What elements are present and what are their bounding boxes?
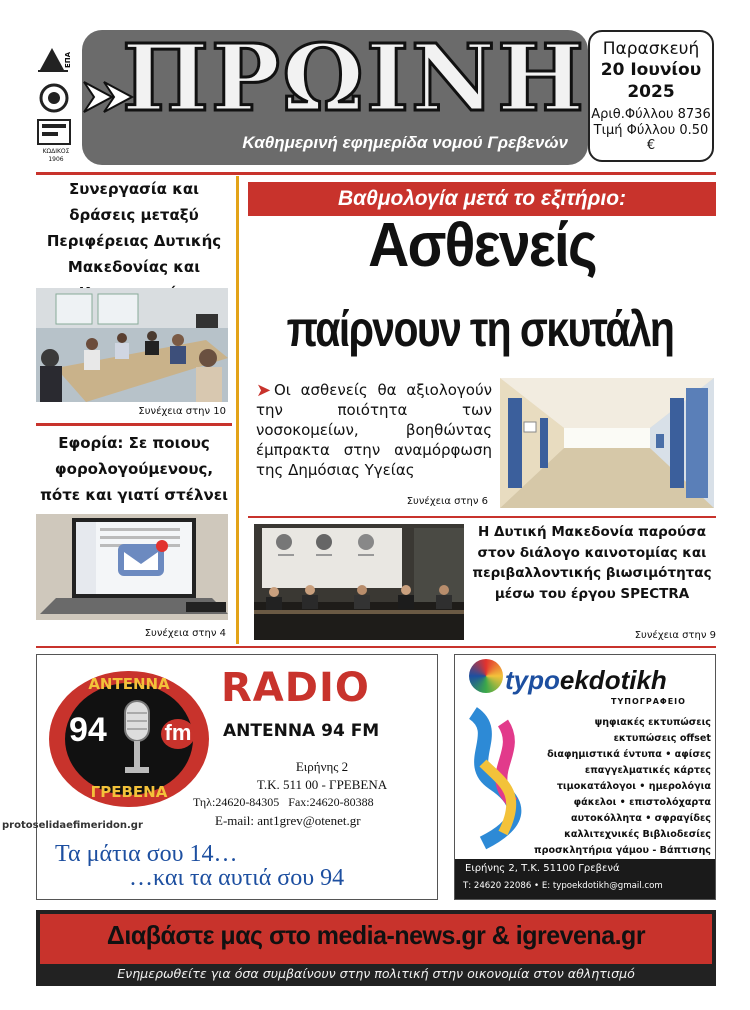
typo-address: Ειρήνης 2, Τ.Κ. 51100 Γρεβενά xyxy=(465,863,620,874)
watermark: protoselidaefimeridon.gr xyxy=(2,820,143,831)
masthead xyxy=(82,24,588,165)
hospital-photo xyxy=(500,378,714,508)
banner-main-text[interactable]: Διαβάστε μας στο media-news.gr & igrevena.gr xyxy=(106,920,646,950)
issue-price: Τιμή Φύλλου 0.50 € xyxy=(593,123,709,153)
second-story-continued[interactable]: Συνέχεια στην 9 xyxy=(634,630,716,641)
top-separator xyxy=(36,172,716,175)
radio-logo xyxy=(49,671,209,807)
radio-station: ANTENNA 94 FM xyxy=(223,721,380,741)
conference-photo xyxy=(254,524,464,640)
typo-service: εκτυπώσεις offset xyxy=(613,733,711,744)
radio-ad[interactable] xyxy=(36,654,438,900)
microphone-icon xyxy=(119,699,155,779)
radio-address2: Τ.Κ. 511 00 - ΓΡΕΒΕΝΑ xyxy=(256,777,388,792)
ink-swirl-graphic xyxy=(463,703,533,853)
typo-ad[interactable] xyxy=(454,654,716,900)
typo-brand-prefix: typo xyxy=(505,665,560,695)
story2-photo xyxy=(36,514,228,620)
issue-number: Αριθ.Φύλλου 8736 xyxy=(591,107,711,122)
bottom-banner[interactable] xyxy=(36,910,716,986)
main-headline-line1[interactable]: Ασθενείς xyxy=(368,211,596,280)
typo-service: επαγγελματικές κάρτες xyxy=(584,765,711,776)
typo-brand-suffix: ekdotikh xyxy=(559,665,667,695)
radio-title: RADIO xyxy=(221,665,370,711)
radio-logo-bottom: ΓΡΕΒΕΝΑ xyxy=(90,783,168,801)
main-lead-text: Οι ασθενείς θα αξιολογούν την ποιότητα των νοσοκομείων, βοηθώντας έμπρακτα στην αναμόρφωση της Δημόσιας Υγείας xyxy=(256,381,492,479)
radio-logo-number: 94 xyxy=(69,711,107,749)
date-date: 20 Ιουνίου xyxy=(600,60,702,80)
epa-label: ΕΠΑ xyxy=(64,51,73,69)
date-box xyxy=(588,30,714,162)
typo-brand xyxy=(505,665,667,696)
typo-tagline: ΤΥΠΟΓΡΑΦΕΙΟ xyxy=(611,697,686,706)
radio-phone: Τηλ:24620-84305 Fax:24620-80388 xyxy=(193,795,374,809)
second-story-headline[interactable]: Η Δυτική Μακεδονία παρούσα στον διάλογο καινοτομίας και περιβαλλοντικής βιωσιμότητας μέσω του έργου SPECTRA xyxy=(472,524,712,602)
typo-service: τιμοκατάλογοι • ημερολόγια xyxy=(556,781,711,792)
radio-logo-fm: fm xyxy=(161,719,195,749)
story1-headline[interactable]: Συνεργασία και δράσεις μεταξύ Περιφέρειας Δυτικής Μακεδονίας και xyxy=(46,180,222,276)
story2-headline[interactable]: Εφορία: Σε ποιους φορολογούμενους, πότε και γιατί στέλνει xyxy=(40,434,228,504)
typo-footer xyxy=(455,859,715,899)
radio-email[interactable]: E-mail: ant1grev@otenet.gr xyxy=(215,813,361,828)
typo-service: αυτοκόλλητα • σφραγίδες xyxy=(570,813,711,824)
story1-continued[interactable]: Συνέχεια στην 10 xyxy=(138,406,226,417)
radio-slogan2: …και τα αυτιά σου 94 xyxy=(129,865,345,891)
code-number: 1906 xyxy=(48,156,64,163)
main-separator xyxy=(248,516,716,518)
radio-slogan1: Τα μάτια σου 14… xyxy=(55,841,238,867)
typo-service: καλλιτεχνικές Βιβλιοδεσίες xyxy=(564,829,711,840)
date-year: 2025 xyxy=(627,82,675,102)
radio-logo-top: ΑΝΤΕΝΝΑ xyxy=(88,675,170,693)
code-label: ΚΩΔΙΚΟΣ xyxy=(42,148,70,155)
date-day: Παρασκευή xyxy=(602,39,700,59)
story2-continued[interactable]: Συνέχεια στην 4 xyxy=(144,628,226,639)
typo-service: προσκλητήρια γάμου - Βάπτισης xyxy=(534,845,711,856)
newspaper-subtitle: Καθημερινή εφημερίδα νομού Γρεβενών xyxy=(242,133,568,152)
typo-service: ψηφιακές εκτυπώσεις xyxy=(594,717,711,728)
masthead-side-logos xyxy=(30,40,80,170)
column-separator xyxy=(236,176,239,644)
typo-logo-icon xyxy=(469,659,503,693)
banner-sub-text: Ενημερωθείτε για όσα συμβαίνουν στην πολιτική στην οικονομία στον αθλητισμό xyxy=(117,966,635,981)
ads-separator xyxy=(36,646,716,648)
story1-photo xyxy=(36,288,228,402)
typo-service: διαφημιστικά έντυπα • αφίσες xyxy=(547,749,711,760)
typo-contact[interactable]: Τ: 24620 22086 • Ε: typoekdotikh@gmail.com xyxy=(463,881,663,891)
newspaper-title: ΠΡΩΙΝΗ xyxy=(122,24,587,132)
left-separator xyxy=(36,423,232,426)
main-kicker: Βαθμολογία μετά το εξιτήριο: xyxy=(248,182,716,216)
typo-services xyxy=(527,715,711,859)
main-headline-line2[interactable]: παίρνουν τη σκυτάλη xyxy=(286,301,674,357)
lead-arrow-icon: ➤ xyxy=(256,380,272,400)
main-continued[interactable]: Συνέχεια στην 6 xyxy=(406,496,488,507)
main-lead xyxy=(256,380,492,480)
radio-address1: Ειρήνης 2 xyxy=(295,759,349,774)
typo-service: φάκελοι • επιστολόχαρτα xyxy=(573,797,711,808)
